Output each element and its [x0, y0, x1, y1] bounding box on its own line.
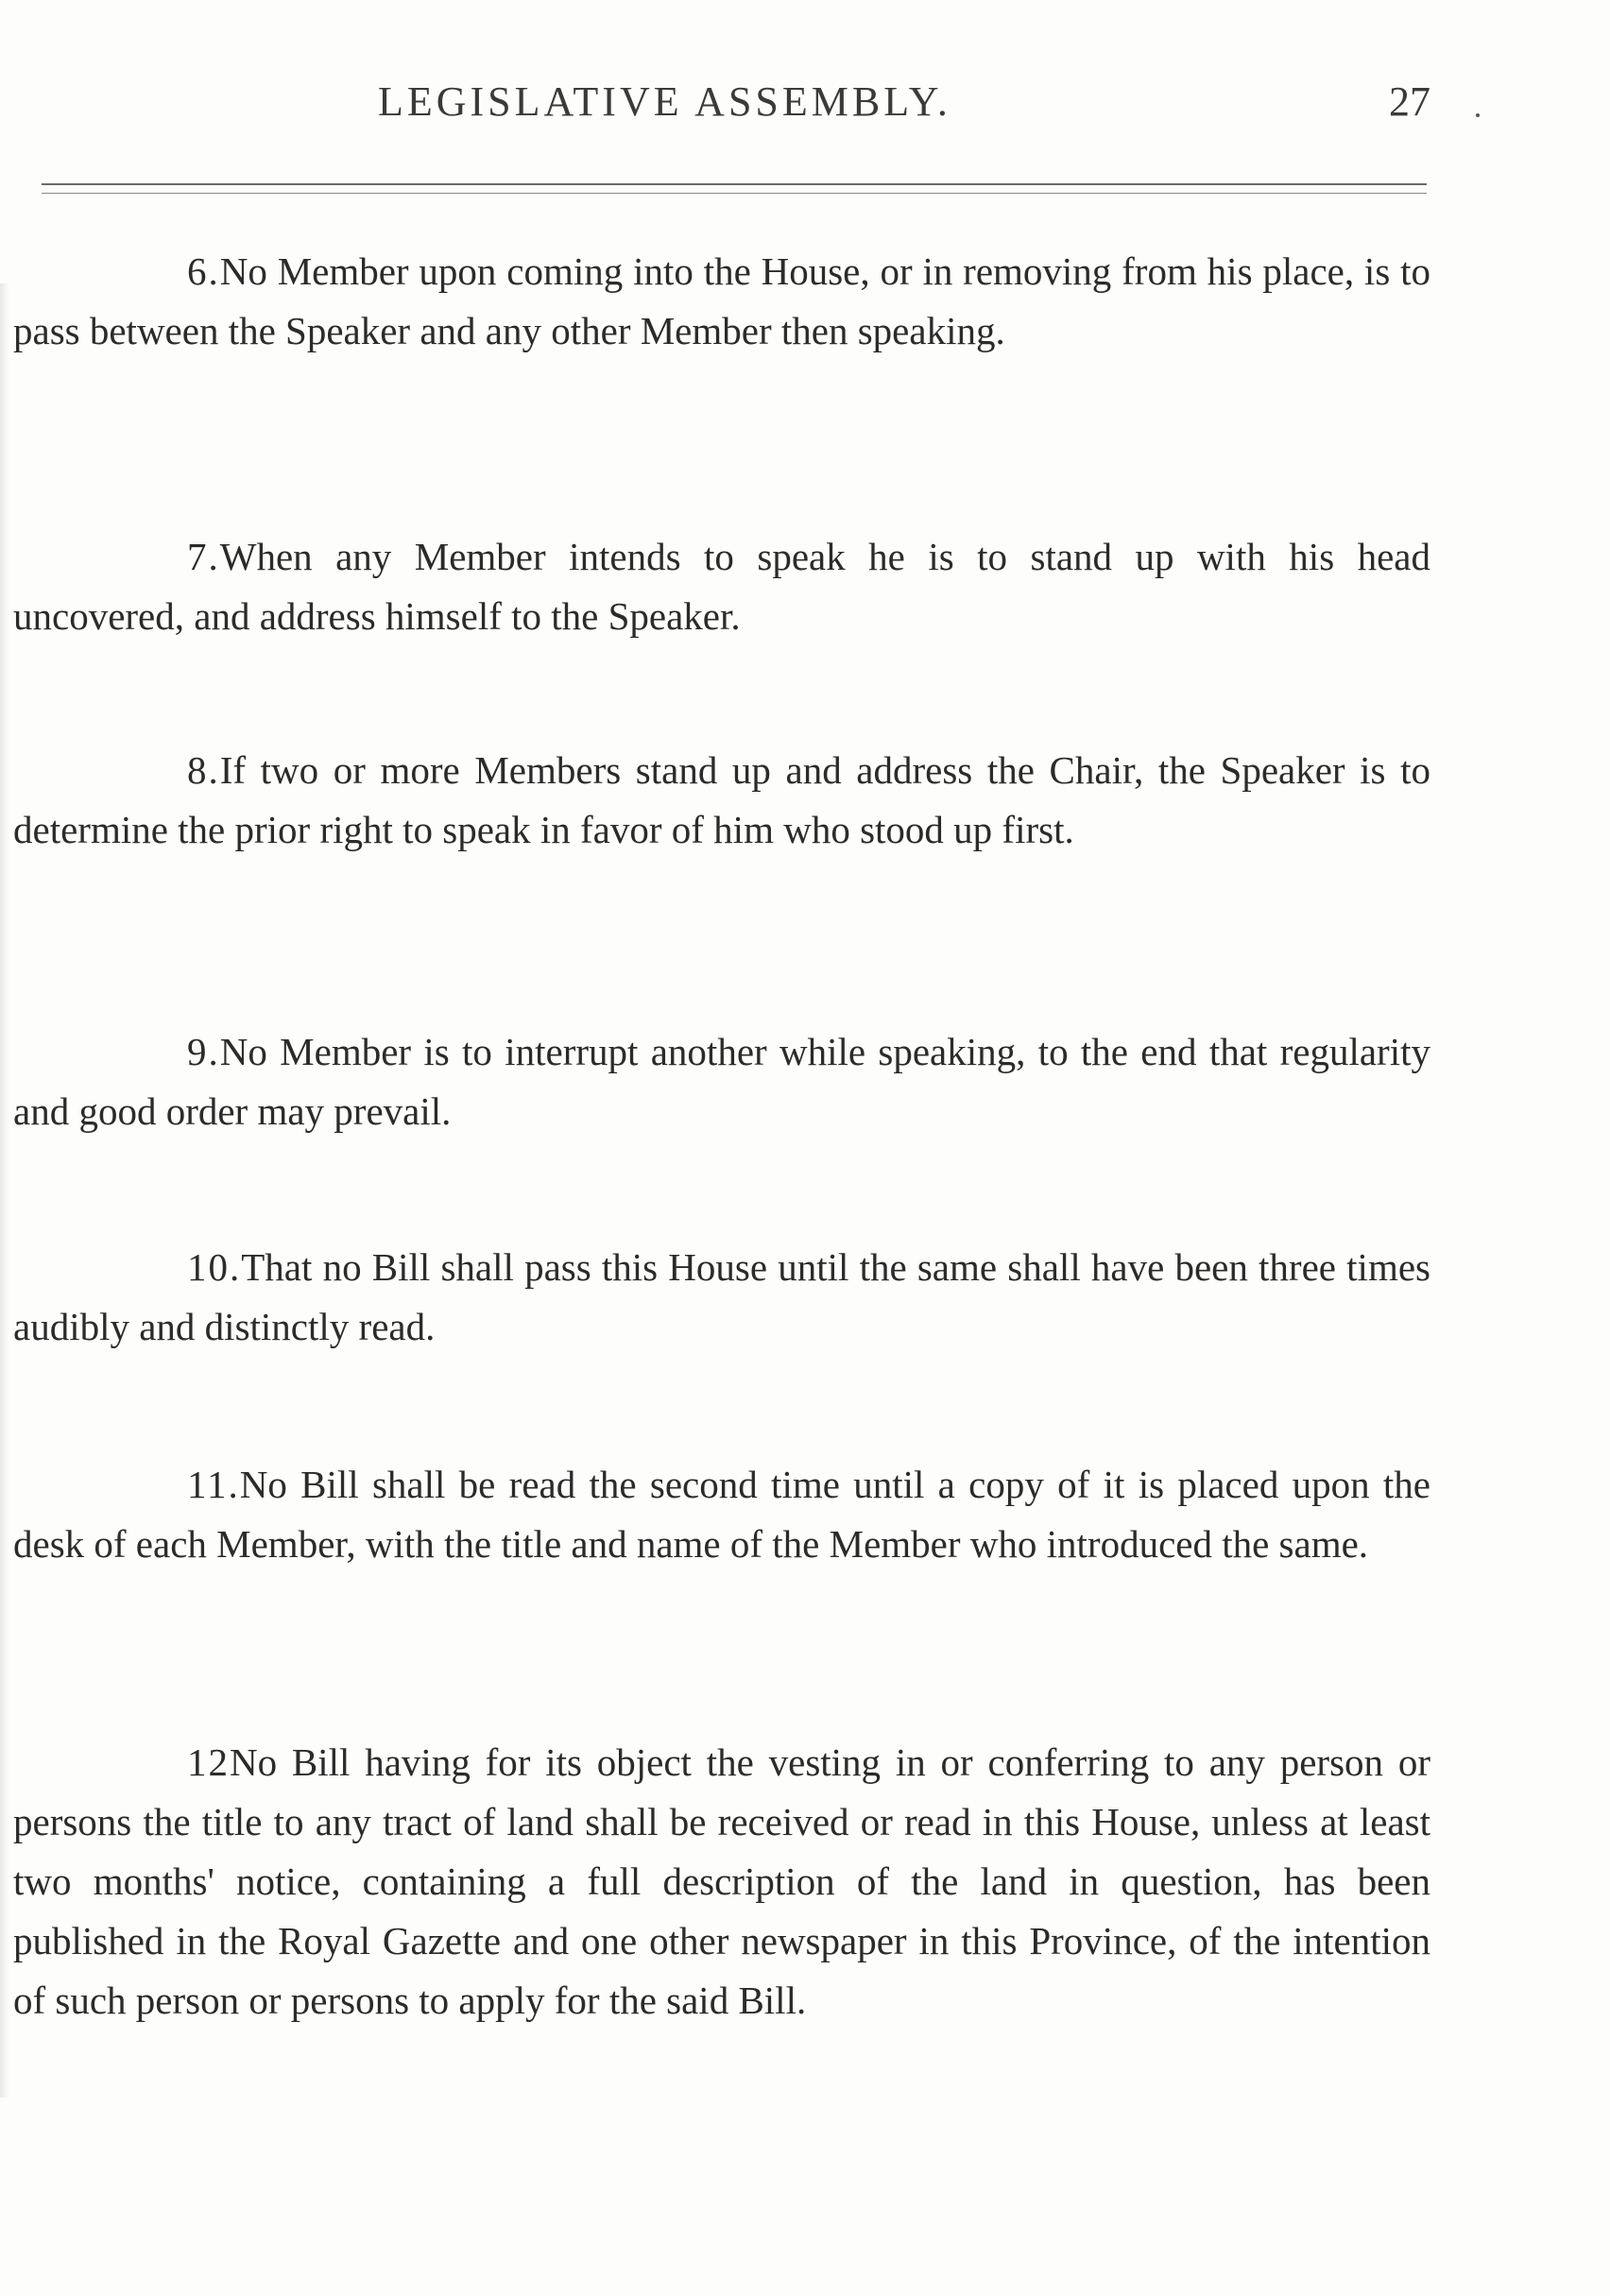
rule-paragraph — [13, 1022, 1430, 1141]
rule-paragraph — [13, 242, 1430, 361]
rule-number: 11. — [187, 1463, 240, 1506]
rule-paragraph — [13, 1455, 1430, 1574]
header-rule — [42, 183, 1427, 185]
stray-mark — [1476, 113, 1480, 117]
rule-text: If two or more Members stand up and address the Chair, the Speaker is to determine the prior right to speak in favor of him who stood up first. — [13, 748, 1430, 851]
rule-text: When any Member intends to speak he is to stand up with his head uncovered, and address himself to the Speaker. — [13, 535, 1430, 638]
rule-number: 6. — [187, 249, 220, 293]
page-number: 27 — [1389, 78, 1430, 125]
rule-number: 8. — [187, 748, 220, 792]
rule-text: No Bill shall be read the second time until a copy of it is placed upon the desk of each Member, with the title and name of the Member who introduced the same. — [13, 1463, 1430, 1566]
rule-number: 10. — [187, 1245, 242, 1289]
rule-text: No Member is to interrupt another while speaking, to the end that regularity and good order may prevail. — [13, 1030, 1430, 1133]
rule-number: 9. — [187, 1030, 220, 1073]
rule-number: 7. — [187, 535, 220, 578]
rule-paragraph — [13, 741, 1430, 860]
page-header — [42, 77, 1430, 134]
rule-number: 12 — [187, 1740, 230, 1784]
running-head: LEGISLATIVE ASSEMBLY. — [378, 78, 951, 125]
rule-text: That no Bill shall pass this House until the same shall have been three times audibly and distinctly read. — [13, 1245, 1430, 1348]
binding-shadow — [0, 283, 9, 2098]
rule-paragraph — [13, 1733, 1430, 2030]
rule-text: No Bill having for its object the vesting in or conferring to any person or persons the title to any tract of land shall be received or read in this House, unless at least two months' notice, containing a full description of the land in question, has been published in the Royal Gazette and one other newspaper in this Province, of the intention of such person or persons to apply for the said Bill. — [13, 1740, 1430, 2022]
rule-paragraph — [13, 527, 1430, 646]
rule-text: No Member upon coming into the House, or in removing from his place, is to pass between the Speaker and any other Member then speaking. — [13, 249, 1430, 352]
header-rule-thin — [42, 193, 1427, 194]
rule-paragraph — [13, 1238, 1430, 1357]
